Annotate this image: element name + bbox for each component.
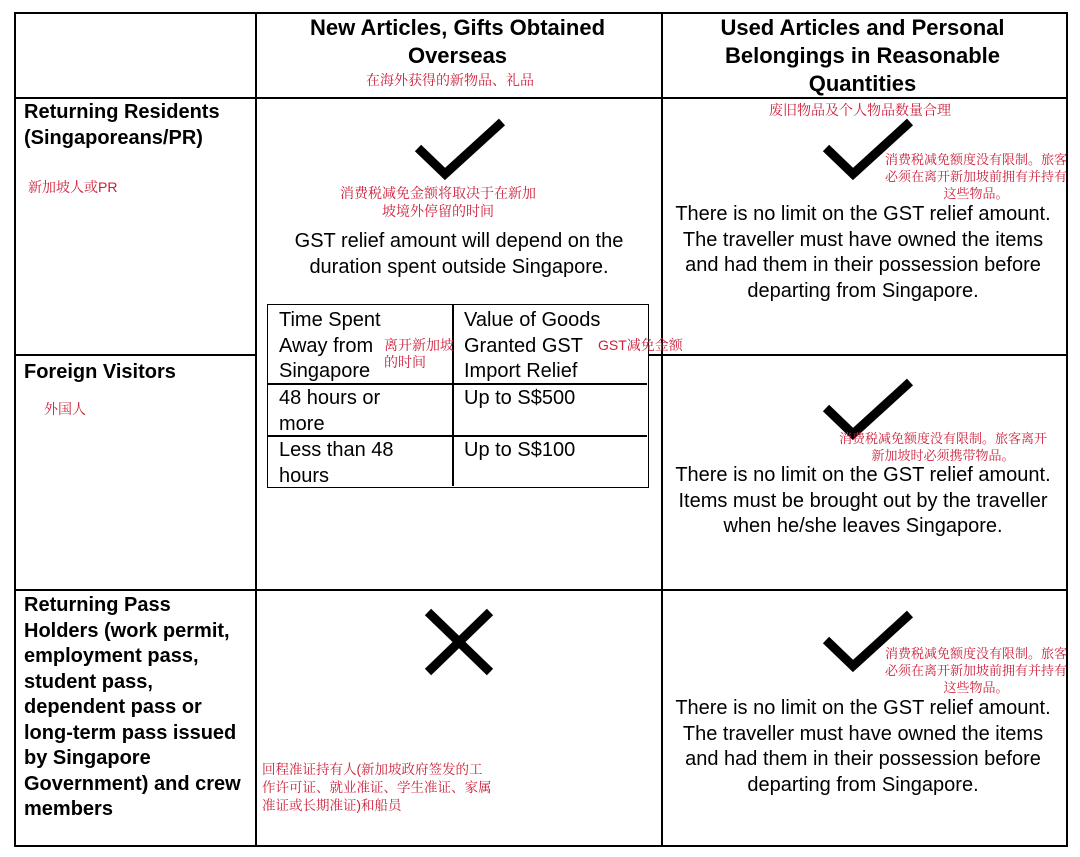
column-header-new-articles: New Articles, Gifts Obtained Overseas xyxy=(309,15,606,68)
cross-icon xyxy=(422,607,496,677)
row-label-returning-pass-holders: Returning Pass Holders (work permit, employment pass, student pass, dependent pass or long-term pass issued by Singapore Government) and crew members xyxy=(24,594,241,820)
column-header-used-articles-cn: 废旧物品及个人物品数量合理 xyxy=(769,102,951,118)
table-col-divider xyxy=(661,12,663,847)
residents-new-articles-text: GST relief amount will depend on the duration spent outside Singapore. xyxy=(294,230,624,278)
table-row-divider xyxy=(14,589,1068,591)
residents-used-articles-note-cn: 消费税减免额度没有限制。旅客必须在离开新加坡前拥有并持有这些物品。 xyxy=(884,152,1067,201)
relief-header-value-cn: GST减免金额 xyxy=(598,337,683,353)
table-border-right xyxy=(1066,12,1068,847)
column-header-used-articles: Used Articles and Personal Belongings in Reasonable Quantities xyxy=(720,15,1005,96)
row-label-returning-residents: Returning Residents (Singaporeans/PR) xyxy=(24,101,220,149)
relief-row-value: Up to S$500 xyxy=(464,387,576,409)
visitors-used-articles-note-cn: 消费税减免额度没有限制。旅客离开新加坡时必须携带物品。 xyxy=(838,431,1047,463)
relief-row-time: 48 hours or more xyxy=(279,387,381,435)
relief-table-col-divider xyxy=(452,305,454,486)
row-label-returning-residents-cn: 新加坡人或PR xyxy=(28,179,118,195)
pass-holders-used-articles-text: There is no limit on the GST relief amount. The traveller must have owned the items and had them in their possession before departing from Singapore. xyxy=(675,697,1051,796)
column-header-new-articles-cn: 在海外获得的新物品、礼品 xyxy=(366,72,534,88)
check-icon xyxy=(412,118,507,182)
row-label-foreign-visitors: Foreign Visitors xyxy=(24,361,176,383)
residents-used-articles-text: There is no limit on the GST relief amount. The traveller must have owned the items and had them in their possession before departing from Singapore. xyxy=(675,203,1051,302)
pass-holders-used-articles-note-cn: 消费税减免额度没有限制。旅客必须在离开新加坡前拥有并持有这些物品。 xyxy=(884,646,1067,695)
table-border-bottom xyxy=(14,845,1068,847)
table-row-divider xyxy=(649,354,1068,356)
visitors-used-articles-text: There is no limit on the GST relief amount. Items must be brought out by the traveller when he/she leaves Singapore. xyxy=(675,464,1051,537)
table-col-divider xyxy=(255,12,257,847)
row-label-foreign-visitors-cn: 外国人 xyxy=(44,401,86,417)
relief-row-time: Less than 48 hours xyxy=(279,439,394,487)
relief-header-value: Value of Goods Granted GST Import Relief xyxy=(464,309,601,382)
relief-row-value: Up to S$100 xyxy=(464,439,576,461)
pass-holders-note-cn: 回程准证持有人(新加坡政府签发的工作许可证、就业准证、学生准证、家属准证或长期准证)和船员 xyxy=(262,762,492,813)
table-row-divider xyxy=(14,354,256,356)
residents-new-articles-note-cn: 消费税减免金额将取决于在新加坡境外停留的时间 xyxy=(340,185,536,219)
relief-header-time-cn: 离开新加坡的时间 xyxy=(384,337,454,370)
relief-header-time: Time Spent Away from Singapore xyxy=(279,309,381,382)
table-border-left xyxy=(14,12,16,847)
relief-duration-table xyxy=(267,304,683,488)
